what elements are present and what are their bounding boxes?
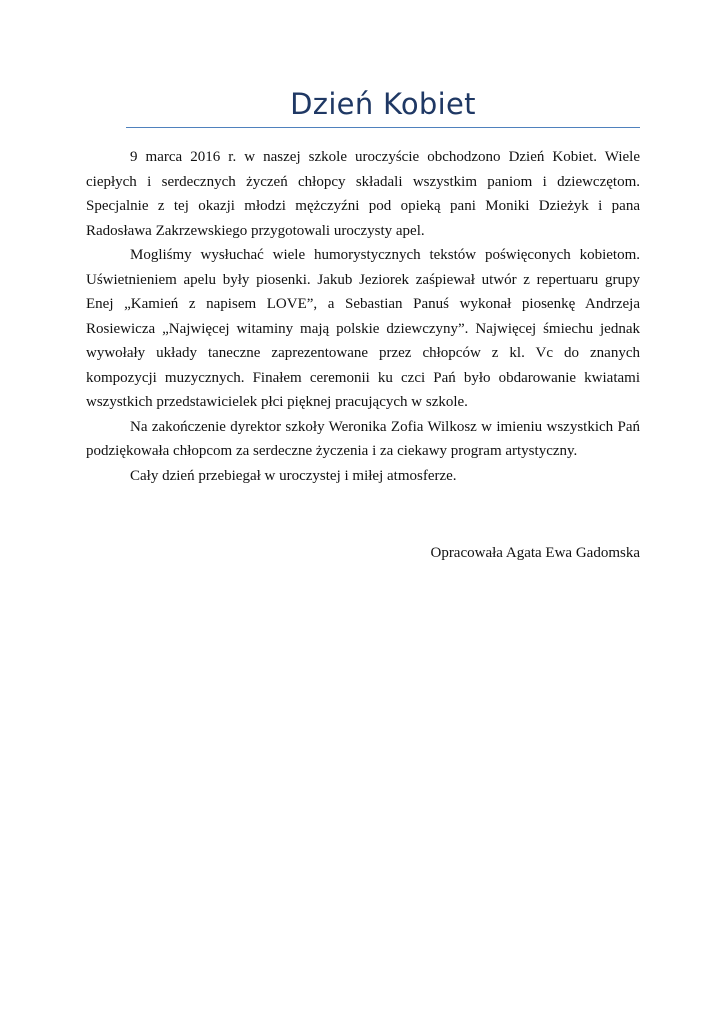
paragraph-atmosphere: Cały dzień przebiegał w uroczystej i miłej atmosferze.	[130, 467, 457, 484]
author-signature: Opracowała Agata Ewa Gadomska	[430, 545, 640, 561]
document-body	[86, 145, 640, 488]
title-underline	[126, 127, 640, 128]
paragraph-performances: Mogliśmy wysłuchać wiele humorystycznych tekstów poświęconych kobietom. Uświetnieniem apelu były piosenki. Jakub Jeziorek zaśpiewał utwór z repertuaru grupy Enej „Kamień z napisem LOVE”, a Sebastian Panuś wykonał piosenkę Andrzeja Rosiewicza „Najwięcej witaminy mają polskie dziewczyny”. Najwięcej śmiechu jednak wywołały układy taneczne zaprezentowane przez chłopców z kl. Vc do znanych kompozycji muzycznych. Finałem ceremonii ku czci Pań było obdarowanie kwiatami wszystkich przedstawicielek płci pięknej pracujących w szkole.	[86, 247, 640, 410]
document-title: Dzień Kobiet	[290, 87, 476, 121]
paragraph-intro: 9 marca 2016 r. w naszej szkole uroczyście obchodzono Dzień Kobiet. Wiele ciepłych i serdecznych życzeń chłopcy składali wszystkim paniom i dziewczętom. Specjalnie z tej okazji młodzi mężczyźni pod opieką pani Moniki Dzieżyk i pana Radosława Zakrzewskiego przygotowali uroczysty apel.	[86, 149, 640, 239]
paragraph-closing: Na zakończenie dyrektor szkoły Weronika Zofia Wilkosz w imieniu wszystkich Pań podziękowała chłopcom za serdeczne życzenia i za ciekawy program artystyczny.	[86, 418, 640, 459]
